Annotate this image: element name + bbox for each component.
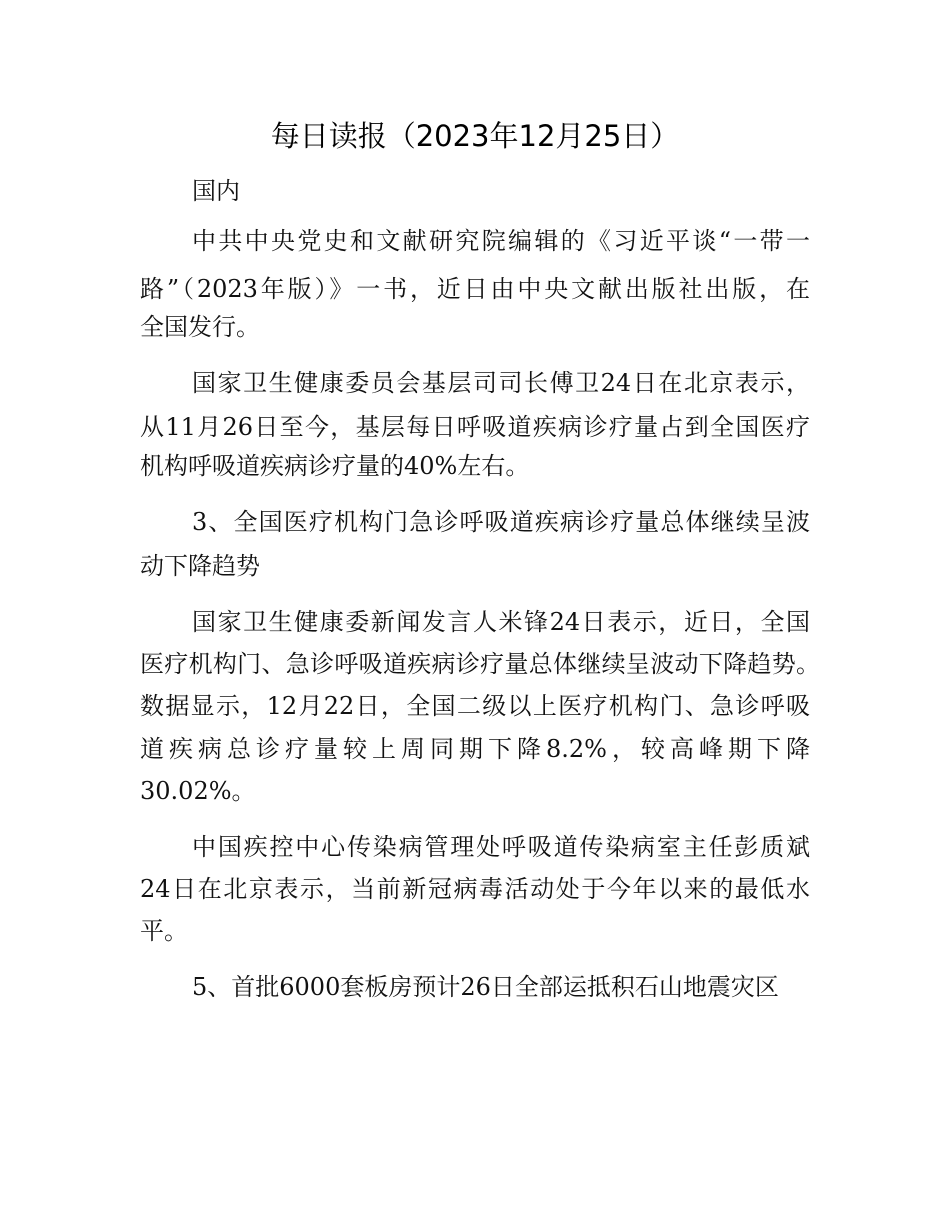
text-line: 动下降趋势 (140, 552, 260, 580)
text-line: 30.02%。 (140, 777, 256, 805)
text-line: 5、首批6000套板房预计26日全部运抵积石山地震灾区 (192, 973, 779, 1001)
text-line: 平。 (140, 917, 188, 945)
text-line: 国家卫生健康委新闻发言人米锋24日表示，近日，全国 (192, 608, 810, 636)
text-line: 数据显示，12月22日，全国二级以上医疗机构门、急诊呼吸 (140, 692, 810, 720)
text-line: 全国发行。 (140, 313, 260, 341)
text-line: 从11月26日至今，基层每日呼吸道疾病诊疗量占到全国医疗 (140, 413, 810, 441)
text-line: 3、全国医疗机构门急诊呼吸道疾病诊疗量总体继续呈波 (192, 508, 810, 536)
text-line: 24日在北京表示，当前新冠病毒活动处于今年以来的最低水 (140, 875, 810, 903)
text-line: 国家卫生健康委员会基层司司长傅卫24日在北京表示， (192, 369, 810, 397)
text-line: 医疗机构门、急诊呼吸道疾病诊疗量总体继续呈波动下降趋势。 (140, 650, 820, 678)
text-line: 中国疾控中心传染病管理处呼吸道传染病室主任彭质斌 (192, 833, 810, 861)
document-title: 每日读报（2023年12月25日） (270, 119, 680, 153)
text-line: 中共中央党史和文献研究院编辑的《习近平谈“一带一 (192, 227, 810, 255)
section-heading: 国内 (192, 177, 240, 205)
text-line: 道疾病总诊疗量较上周同期下降8.2%，较高峰期下降 (140, 735, 810, 763)
text-line: 机构呼吸道疾病诊疗量的40%左右。 (140, 452, 530, 480)
text-line: 路”（2023年版）》一书，近日由中央文献出版社出版，在 (140, 275, 810, 303)
